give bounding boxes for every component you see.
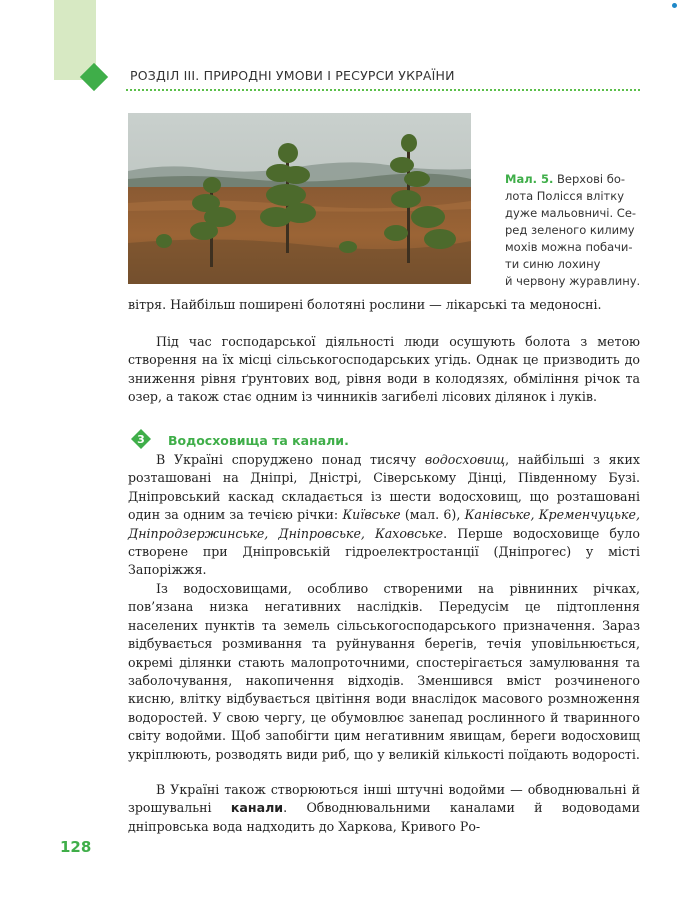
paragraph xyxy=(128,781,640,836)
text-run: (мал. 6), xyxy=(400,507,465,523)
bold-term: канали xyxy=(230,800,284,816)
caption-line: мохів можна побачи- xyxy=(505,240,633,254)
paragraph xyxy=(128,451,640,580)
paragraph xyxy=(128,333,640,407)
bog-photo xyxy=(128,113,471,284)
paragraph xyxy=(128,296,640,314)
caption-line: лота Полісся влітку xyxy=(505,189,625,203)
paragraph-text: вітря. Найбільш поширені болотяні рослини — лікарські та медоносні. xyxy=(128,297,602,312)
paragraph-text xyxy=(128,451,640,580)
section-number-badge xyxy=(131,429,151,449)
italic-term: Канівське, Кременчуцьке, Дніпродзержинське, Дніпровське, Каховське xyxy=(128,507,640,541)
caption-line: дуже мальовничі. Се- xyxy=(505,206,637,220)
text-run: , найбільші з яких розташовані на Дніпрі, Дністрі, Сіверському Дінці, Південному Бузі. Дніпровський каскад складається із шести водосховищ, що розташовані один за одним за течією річки: xyxy=(128,452,640,523)
subsection-heading: Водосховища та канали. xyxy=(168,433,349,448)
paragraph-text: Під час господарської діяльності люди осушують болота з метою створення на їх місці сільськогосподарських угідь. Однак це призводить до зниження рівня ґрунтових вод, рівня води в колодязях, обміління річок та озер, а також стає одним із чинників загибелі лісових ділянок і луків. xyxy=(128,334,640,405)
figure-label: Мал. 5. xyxy=(505,172,554,186)
paragraph-text xyxy=(128,781,640,836)
page-number: 128 xyxy=(60,838,92,856)
section-title: РОЗДІЛ ІІІ. ПРИРОДНІ УМОВИ І РЕСУРСИ УКРАЇНИ xyxy=(130,68,455,83)
text-run: В Україні також створюються інші штучні водойми — обводнювальні й зрошувальні xyxy=(128,782,640,816)
caption-line: й червону журавлину. xyxy=(505,274,641,288)
caption-line: Верхові бо- xyxy=(557,172,626,186)
italic-term: Київське xyxy=(342,507,401,523)
text-run: . Перше водосховище було створене при Дніпровській гідроелектростанції (Дніпрогес) у місті Запоріжжя. xyxy=(128,525,641,578)
paragraph xyxy=(128,580,640,764)
italic-term: водосховищ xyxy=(424,452,506,467)
caption-line: ти синю лохину xyxy=(505,257,601,271)
section-number: 3 xyxy=(137,433,145,446)
caption-line: ред зеленого килиму xyxy=(505,223,635,237)
header-divider xyxy=(126,89,640,91)
publisher-logo xyxy=(672,2,678,9)
text-run: В Україні споруджено понад тисячу xyxy=(156,452,425,467)
text-run: . Обводнювальними каналами й водоводами дніпровська вода надходить до Харкова, Кривого Ро- xyxy=(128,800,640,834)
figure-caption xyxy=(505,171,645,290)
paragraph-text: Із водосховищами, особливо створеними на рівнинних річках, пов’язана низка негативних наслідків. Передусім це підтоплення населених пунктів та земель сільськогосподарського призначення. Зараз відбувається розмивання та руйнування берегів, течія уповільнюється, окремі ділянки стають малопроточними, спостерігається замулювання та заболочування, накопичення відходів. Зменшився вміст розчиненого кисню, влітку відбувається цвітіння води внаслідок масового розмноження водоростей. У свою чергу, це обумовлює занепад рослинного й тваринного світу водойми. Щоб запобігти цим негативним явищам, береги водосховищ укріплюють, розводять види риб, що у великій кількості поїдають водорості. xyxy=(128,581,640,762)
